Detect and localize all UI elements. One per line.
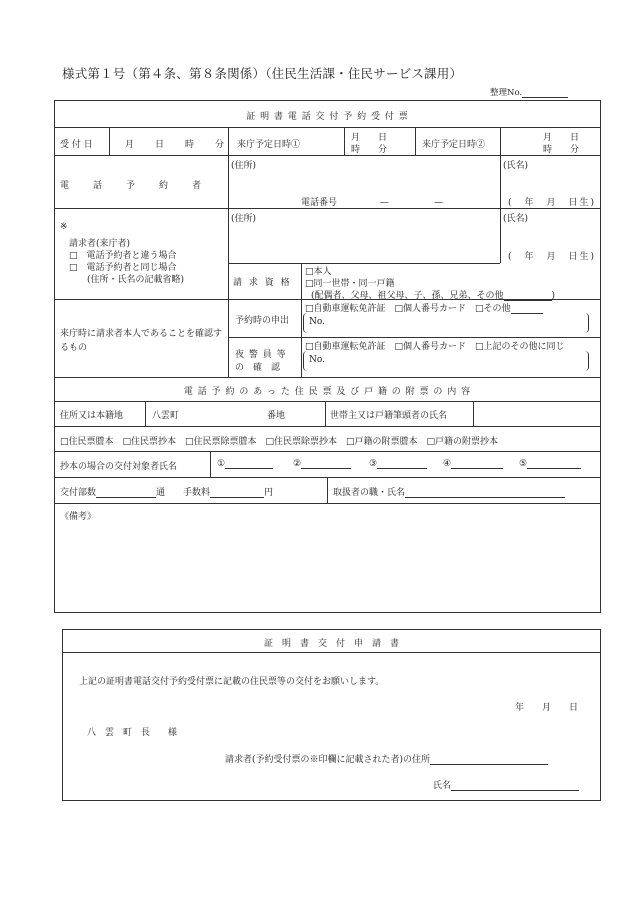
kakunin-label: 来庁時に請求者本人であることを確認するもの (60, 329, 223, 353)
raicho1-hm[interactable]: 時 分 (351, 145, 388, 155)
shikaku-relations: (配偶者、父母、祖父母、子、孫、兄弟、その他 ) (311, 291, 556, 301)
reservation-form (54, 100, 601, 613)
seiri-number[interactable]: 整理No. (490, 86, 568, 98)
yakei-no: No. (309, 355, 325, 365)
biko-label: 《備考》 (60, 512, 97, 522)
circled-4[interactable]: ④ (443, 459, 503, 469)
naiyo-header: 電 話 予 約 の あ っ た 住 民 票 及 び 戸 籍 の 附 票 の 内 容 (183, 387, 472, 397)
application-date[interactable]: 年 月 日 (515, 703, 579, 713)
seikyusha-birthday[interactable]: ( 年 月 日生) (508, 252, 597, 262)
uketsuke-label: 受 付 日 (60, 140, 93, 150)
honseki-label: 住所又は本籍地 (60, 411, 124, 421)
uketsuke-field[interactable]: 月 日 時 分 (125, 140, 231, 150)
yoyakusha-name-label: (氏名) (503, 161, 529, 171)
shikaku-household[interactable]: □同一世帯・同一戸籍 (305, 279, 395, 289)
seikyusha-name-label: (氏名) (503, 214, 529, 224)
requester-address[interactable]: 請求者(予約受付票の※印欄に記載された者)の住所 (225, 752, 548, 765)
yakei-checks[interactable]: □自動車運転免許証 □個人番号カード □上記のその他に同じ (305, 342, 565, 352)
requester-name[interactable]: 氏名 (433, 778, 579, 791)
seiri-underline (522, 88, 568, 98)
raicho1-md[interactable]: 月 日 (351, 133, 388, 143)
raicho1-label: 来庁予定日時① (237, 140, 301, 150)
seikyusha-label: 請求者(来庁者) (69, 239, 131, 249)
form-header: 証 明 書 電 話 交 付 予 約 受 付 票 (246, 112, 409, 122)
application-body: 上記の証明書電話交付予約受付票に記載の住民票等の交付をお願いします。 (79, 677, 385, 687)
check-same-note: (住所・氏名の記載省略) (87, 275, 185, 285)
setainushi-label: 世帯主又は戸籍筆頭者の氏名 (330, 411, 448, 421)
yoyaku-ji-checks[interactable]: □自動車運転免許証 □個人番号カード □その他 (305, 301, 543, 314)
kofu-busu[interactable]: 交付部数 通 手数料 円 (60, 488, 274, 498)
seikyusha-address-label: (住所) (231, 214, 257, 224)
phone-label: 電話番号 (301, 198, 338, 208)
circled-3[interactable]: ③ (369, 459, 427, 469)
phone-field[interactable]: — — (380, 198, 444, 208)
yoyaku-ji-no: No. (309, 317, 325, 327)
application-form (62, 629, 601, 801)
banchi-label: 番地 (267, 411, 286, 421)
yoyakusha-label: 電 話 予 約 者 (60, 181, 204, 191)
document-type-checks[interactable]: □住民票謄本 □住民票抄本 □住民票除票謄本 □住民票除票抄本 □戸籍の附票謄本 □戸籍の附票抄本 (60, 437, 499, 447)
addressee: 八 雲 町 長 様 (87, 728, 178, 738)
raicho2-label: 来庁予定日時② (422, 140, 486, 150)
yakei-label-1: 夜 警 員 等 (235, 350, 287, 360)
yakei-no-bracket[interactable] (303, 351, 589, 371)
application-header: 証 明 書 交 付 申 請 書 (263, 639, 399, 649)
toriatsukai[interactable]: 取扱者の職・氏名 (333, 485, 565, 498)
shohon-label: 抄本の場合の交付対象者氏名 (60, 462, 178, 472)
town-name: 八雲町 (152, 411, 180, 421)
yakei-label-2: の 確 認 (235, 363, 281, 373)
circled-1[interactable]: ① (217, 459, 273, 469)
kome-mark: ※ (60, 222, 68, 232)
yoyakusha-birthday[interactable]: ( 年 月 日生) (508, 198, 597, 208)
check-same[interactable]: □ 電話予約者と同じ場合 (69, 263, 177, 273)
shikaku-label: 請 求 資 格 (233, 278, 292, 288)
yoyakusha-address-label: (住所) (231, 161, 257, 171)
shikaku-self[interactable]: □本人 (305, 267, 332, 277)
yoyaku-ji-label: 予約時の申出 (235, 316, 290, 326)
raicho2-hm[interactable]: 時 分 (543, 145, 580, 155)
form-title: 様式第１号（第４条、第８条関係）（住民生活課・住民サービス課用） (62, 66, 463, 81)
check-different[interactable]: □ 電話予約者と違う場合 (69, 251, 177, 261)
raicho2-md[interactable]: 月 日 (543, 133, 580, 143)
circled-5[interactable]: ⑤ (519, 459, 581, 469)
yoyaku-ji-no-bracket[interactable] (303, 313, 589, 333)
circled-2[interactable]: ② (293, 459, 351, 469)
